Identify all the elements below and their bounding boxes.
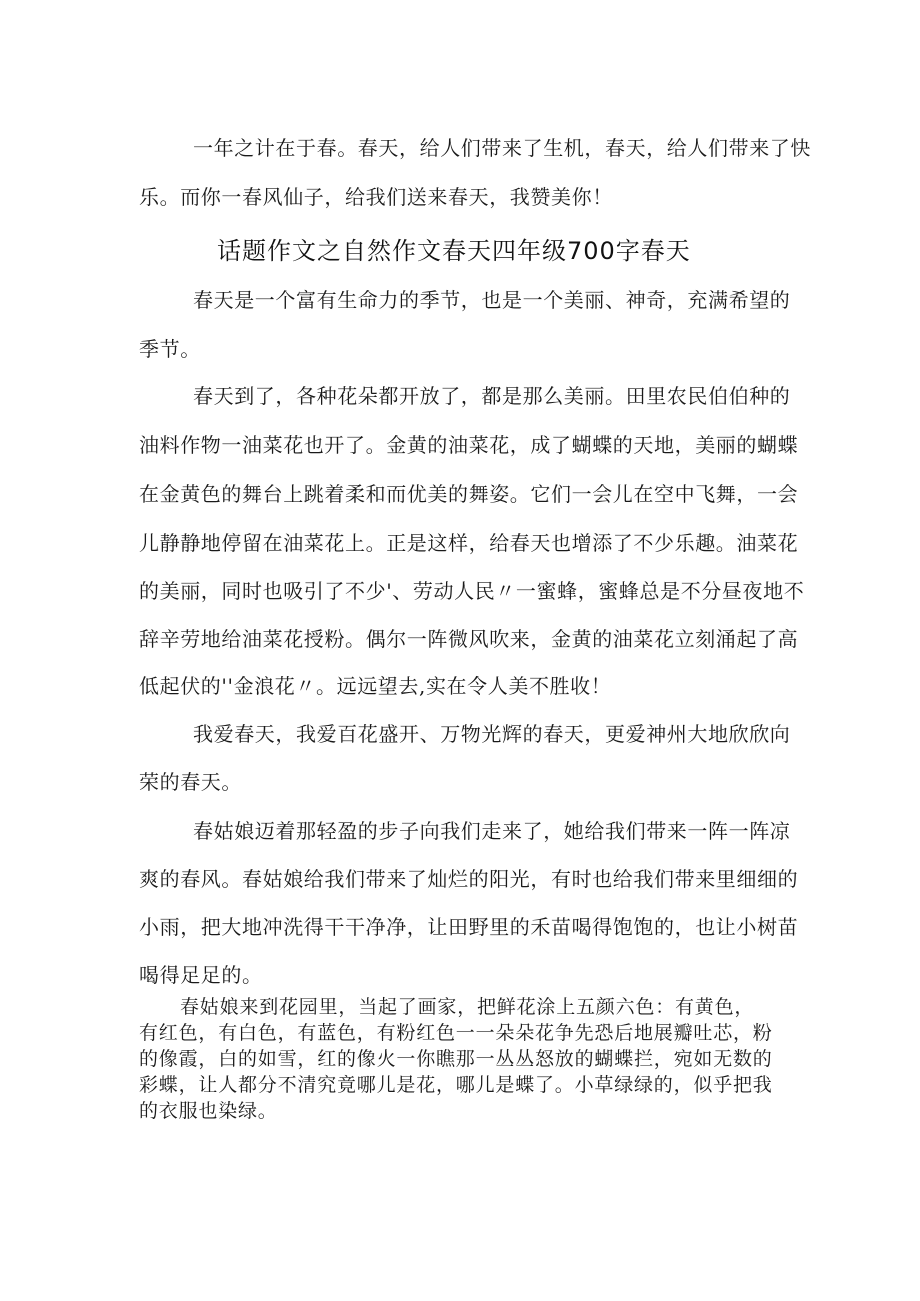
paragraph2-line-2: 油料作物一油菜花也开了。金黄的油菜花，成了蝴蝶的天地，美丽的蝴蝶 bbox=[139, 433, 799, 457]
paragraph5-line-3: 的像霞，白的如雪，红的像火一你瞧那一丛丛怒放的蝴蝶拦，宛如无数的 bbox=[139, 1048, 773, 1070]
paragraph4-line-3: 小雨，把大地冲洗得干干净净，让田野里的禾苗喝得饱饱的，也让小树苗 bbox=[139, 915, 799, 939]
paragraph5-line-1: 春姑娘来到花园里，当起了画家，把鲜花涂上五颜六色：有黄色， bbox=[180, 996, 755, 1018]
paragraph5-line-2: 有红色，有白色，有蓝色，有粉红色一一朵朵花争先恐后地展瓣吐芯，粉 bbox=[139, 1022, 773, 1044]
intro-line-2: 乐。而你一春风仙子，给我们送来春天，我赞美你！ bbox=[139, 185, 613, 209]
paragraph5-line-5: 的衣服也染绿。 bbox=[139, 1100, 278, 1122]
paragraph2-line-3: 在金黄色的舞台上跳着柔和而优美的舞姿。它们一会儿在空中飞舞，一会 bbox=[139, 482, 799, 506]
paragraph4-line-2: 爽的春风。春姑娘给我们带来了灿烂的阳光，有时也给我们带来里细细的 bbox=[139, 867, 799, 891]
paragraph4-line-1: 春姑娘迈着那轻盈的步子向我们走来了，她给我们带来一阵一阵凉 bbox=[193, 819, 791, 843]
paragraph2-line-1: 春天到了，各种花朵都开放了，都是那么美丽。田里农民伯伯种的 bbox=[193, 384, 791, 408]
paragraph1-line-2: 季节。 bbox=[139, 337, 201, 361]
paragraph2-line-4: 儿静静地停留在油菜花上。正是这样，给春天也增添了不少乐趣。油菜花 bbox=[139, 531, 799, 555]
paragraph2-line-6: 辞辛劳地给油菜花授粉。偶尔一阵微风吹来，金黄的油菜花立刻涌起了高 bbox=[139, 627, 799, 651]
paragraph2-line-7: 低起伏的''金浪花〃。远远望去,实在令人美不胜收！ bbox=[139, 674, 612, 698]
document-title: 话题作文之自然作文春天四年级700字春天 bbox=[217, 237, 691, 265]
paragraph3-line-1: 我爱春天，我爱百花盛开、万物光辉的春天，更爱神州大地欣欣向 bbox=[193, 722, 791, 746]
paragraph2-line-5: 的美丽，同时也吸引了不少'、劳动人民〃一蜜蜂，蜜蜂总是不分昼夜地不 bbox=[139, 579, 805, 603]
paragraph1-line-1: 春天是一个富有生命力的季节，也是一个美丽、神奇，充满希望的 bbox=[193, 288, 791, 312]
intro-line-1: 一年之计在于春。春天，给人们带来了生机，春天，给人们带来了快 bbox=[193, 136, 811, 160]
paragraph5-line-4: 彩蝶，让人都分不清究竟哪儿是花，哪儿是蝶了。小草绿绿的，似乎把我 bbox=[139, 1074, 773, 1096]
paragraph3-line-2: 荣的春天。 bbox=[139, 770, 242, 794]
paragraph4-line-4: 喝得足足的。 bbox=[139, 963, 263, 987]
